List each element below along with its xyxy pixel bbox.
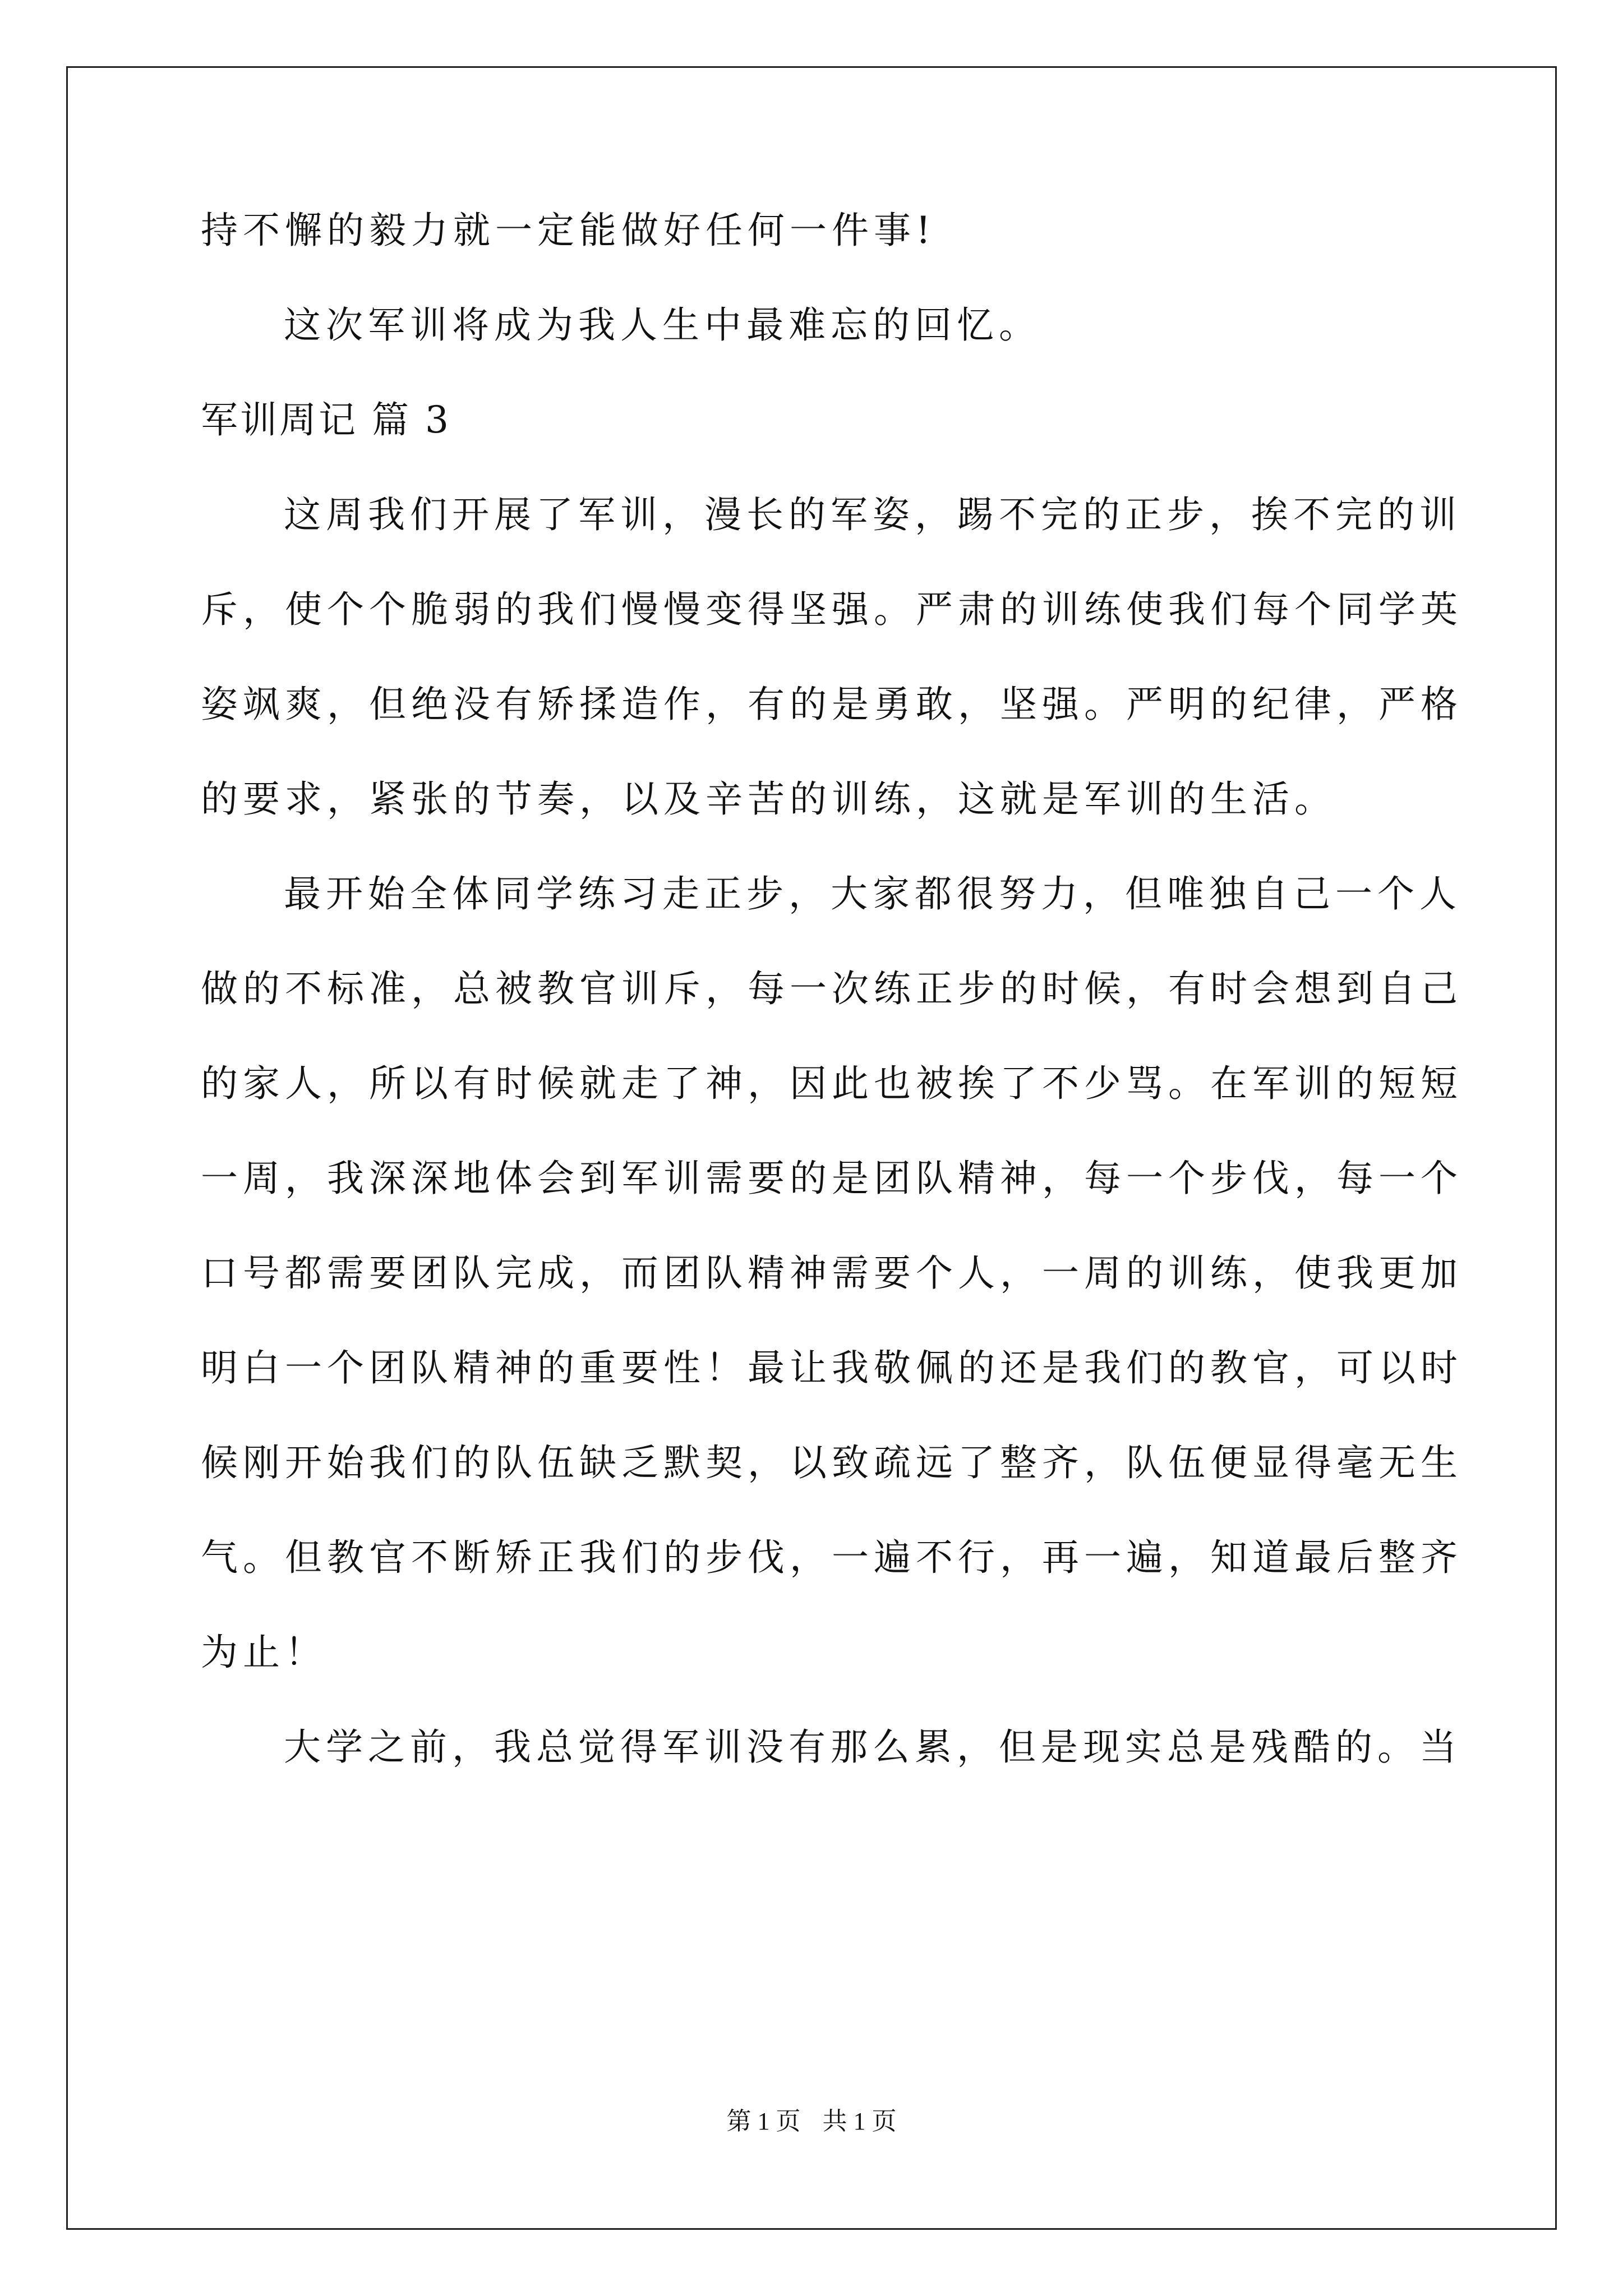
page-number: 第 1 页 bbox=[726, 2108, 801, 2135]
text-line: 这次军训将成为我人生中最难忘的回忆。 bbox=[284, 303, 1041, 347]
text-line: 明白一个团队精神的重要性！最让我敬佩的还是我们的教官，可以时 bbox=[201, 1346, 1463, 1389]
text-line: 候刚开始我们的队伍缺乏默契，以致疏远了整齐，队伍便显得毫无生 bbox=[201, 1441, 1463, 1484]
section-heading: 军训周记 篇 3 bbox=[201, 398, 451, 441]
text-line: 持不懈的毅力就一定能做好任何一件事! bbox=[201, 209, 936, 252]
text-line: 口号都需要团队完成，而团队精神需要个人，一周的训练，使我更加 bbox=[201, 1251, 1463, 1295]
text-line: 斥，使个个脆弱的我们慢慢变得坚强。严肃的训练使我们每个同学英 bbox=[201, 588, 1463, 631]
text-line: 为止！ bbox=[201, 1631, 327, 1674]
page-footer bbox=[0, 2105, 1623, 2138]
page-total: 共 1 页 bbox=[822, 2108, 897, 2135]
document-body bbox=[201, 205, 1463, 1773]
text-line: 做的不标准，总被教官训斥，每一次练正步的时候，有时会想到自己 bbox=[201, 967, 1463, 1010]
text-line: 大学之前，我总觉得军训没有那么累，但是现实总是残酷的。当 bbox=[284, 1726, 1461, 1769]
text-line: 的家人，所以有时候就走了神，因此也被挨了不少骂。在军训的短短 bbox=[201, 1062, 1463, 1105]
text-line: 这周我们开展了军训，漫长的军姿，踢不完的正步，挨不完的训 bbox=[284, 493, 1461, 536]
text-line: 的要求，紧张的节奏，以及辛苦的训练，这就是军训的生活。 bbox=[201, 777, 1336, 821]
text-line: 最开始全体同学练习走正步，大家都很努力，但唯独自己一个人 bbox=[284, 872, 1461, 915]
text-line: 气。但教官不断矫正我们的步伐，一遍不行，再一遍，知道最后整齐 bbox=[201, 1536, 1463, 1579]
text-line: 姿飒爽，但绝没有矫揉造作，有的是勇敢，坚强。严明的纪律，严格 bbox=[201, 683, 1463, 726]
text-line: 一周，我深深地体会到军训需要的是团队精神，每一个步伐，每一个 bbox=[201, 1157, 1463, 1200]
